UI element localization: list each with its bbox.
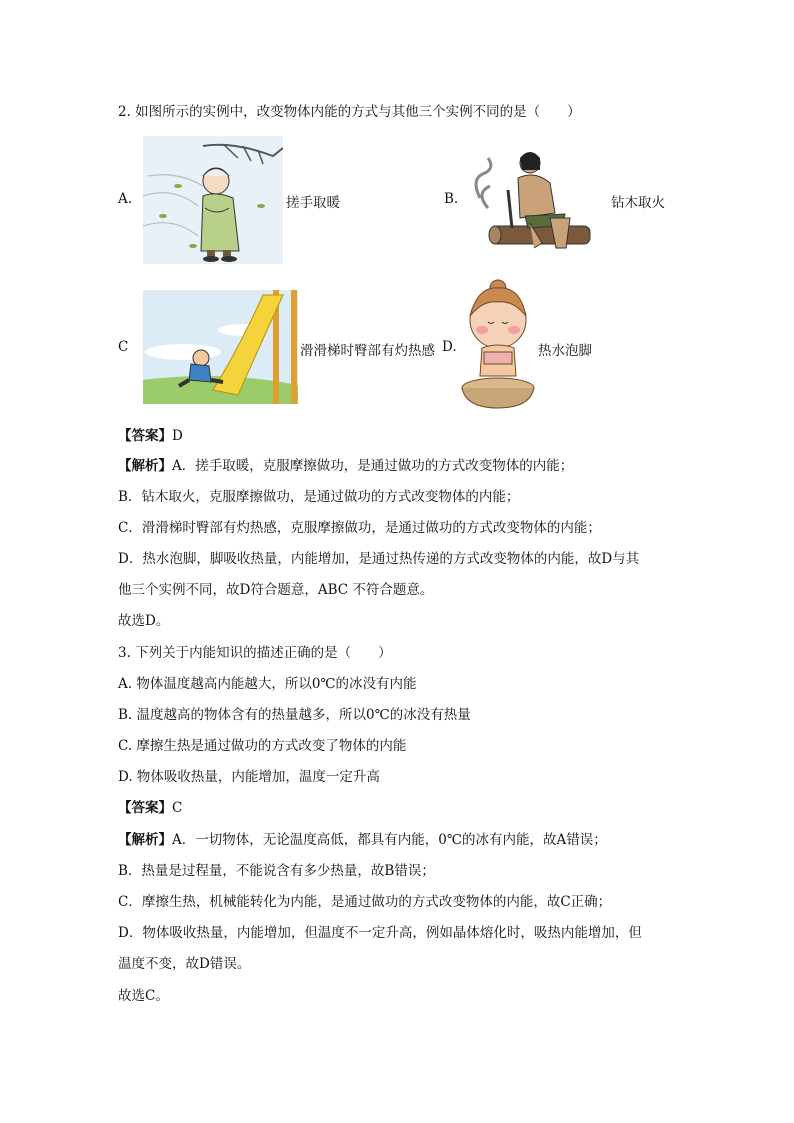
q3-analysis-line-3: C．摩擦生热，机械能转化为内能，是通过做功的方式改变物体的内能，故C正确； [118,894,612,910]
q3-option-b: B. 温度越高的物体含有的热量越多，所以0℃的冰没有热量 [118,707,471,723]
q3-option-d: D. 物体吸收热量，内能增加，温度一定升高 [118,769,380,785]
q2-option-a-letter: A. [118,191,133,207]
q3-analysis-line-1: 【解析】A．一切物体，无论温度高低，都具有内能，0℃的冰有内能，故A错误； [118,832,607,848]
q3-option-c: C. 摩擦生热是通过做功的方式改变了物体的内能 [118,738,407,754]
rubbing-hands-illustration [143,136,283,264]
foot-soaking-illustration [458,278,538,413]
q2-option-d-letter: D. [442,339,457,355]
q2-option-d-caption: 热水泡脚 [538,343,592,359]
q3-stem: 3. 下列关于内能知识的描述正确的是（ ） [118,645,392,661]
q2-analysis-line-5: 他三个实例不同，故D符合题意，ABC 不符合题意。 [118,582,434,598]
q3-analysis-line-2: B．热量是过程量，不能说含有多少热量，故B错误； [118,863,435,879]
q2-stem: 2. 如图所示的实例中，改变物体内能的方式与其他三个实例不同的是（ ） [118,104,581,120]
q2-analysis-line-2: B．钻木取火，克服摩擦做功，是通过做功的方式改变物体的内能； [118,489,520,505]
q2-conclusion: 故选D。 [118,613,170,629]
q2-analysis-line-3: C．滑滑梯时臀部有灼热感，克服摩擦做功，是通过做功的方式改变物体的内能； [118,520,601,536]
q3-answer [118,798,182,818]
q2-option-b-letter: B. [444,191,459,207]
q2-option-a-caption: 搓手取暖 [286,195,340,211]
q2-answer [118,426,183,446]
q2-option-c-caption: 滑滑梯时臀部有灼热感 [300,343,435,359]
q2-answer-value: D [172,428,183,444]
q2-analysis-label: 【解析】 [118,458,172,474]
q3-answer-label: 【答案】 [118,800,172,816]
slide-illustration [143,290,298,404]
drilling-wood-fire-illustration [470,148,598,258]
q3-analysis-label: 【解析】 [118,832,172,848]
q3-answer-value: C [172,800,183,816]
q2-option-c-letter: C [118,339,129,355]
q3-conclusion: 故选C。 [118,988,169,1004]
q2-answer-label: 【答案】 [118,428,172,444]
q2-option-b-caption: 钻木取火 [611,195,665,211]
q2-analysis-line-4: D．热水泡脚，脚吸收热量，内能增加，是通过热传递的方式改变物体的内能，故D与其 [118,551,640,567]
q3-analysis-line-5: 温度不变，故D错误。 [118,956,251,972]
q2-analysis-line-1: 【解析】A．搓手取暖，克服摩擦做功，是通过做功的方式改变物体的内能； [118,458,574,474]
q3-analysis-line-4: D．物体吸收热量，内能增加，但温度不一定升高，例如晶体熔化时，吸热内能增加，但 [118,925,642,941]
q3-option-a: A. 物体温度越高内能越大，所以0℃的冰没有内能 [118,676,417,692]
